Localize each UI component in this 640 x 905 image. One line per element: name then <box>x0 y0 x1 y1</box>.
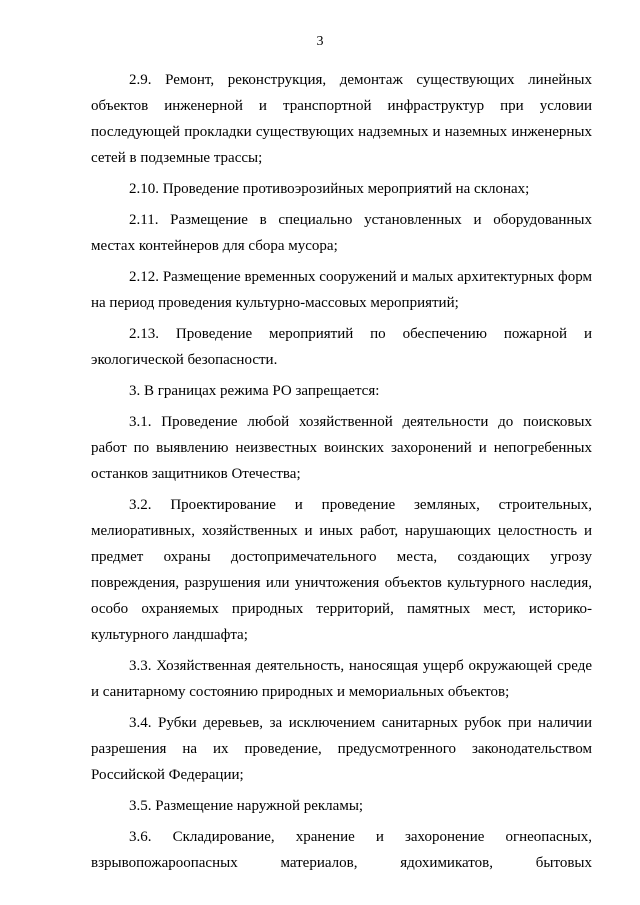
paragraph-3-1: 3.1. Проведение любой хозяйственной деятельности до поисковых работ по выявлению неизвестных воинских захоронений и непогребенных останков защитников Отечества; <box>91 414 592 482</box>
document-body <box>91 67 592 876</box>
paragraph-2-9: 2.9. Ремонт, реконструкция, демонтаж существующих линейных объектов инженерной и транспортной инфраструктур при условии последующей прокладки существующих надземных и наземных инженерных сетей в подземные трассы; <box>91 72 592 166</box>
paragraph-3-6: 3.6. Складирование, хранение и захоронение огнеопасных, взрывопожароопасных материалов, ядохимикатов, бытовых <box>91 829 592 871</box>
paragraph-2-12: 2.12. Размещение временных сооружений и малых архитектурных форм на период проведения культурно-массовых мероприятий; <box>91 269 592 311</box>
paragraph-3-3: 3.3. Хозяйственная деятельность, наносящая ущерб окружающей среде и санитарному состоянию природных и мемориальных объектов; <box>91 658 592 700</box>
paragraph-3: 3. В границах режима РО запрещается: <box>129 383 380 399</box>
page-number: 3 <box>316 34 324 49</box>
paragraph-2-11: 2.11. Размещение в специально установленных и оборудованных местах контейнеров для сбора мусора; <box>91 212 592 254</box>
paragraph-3-4: 3.4. Рубки деревьев, за исключением санитарных рубок при наличии разрешения на их проведение, предусмотренного законодательством Российской Федерации; <box>91 715 592 783</box>
paragraph-3-2: 3.2. Проектирование и проведение земляных, строительных, мелиоративных, хозяйственных и иных работ, нарушающих целостность и предмет охраны достопримечательного места, создающих угрозу повреждения, разрушения или уничтожения объектов культурного наследия, особо охраняемых природных территорий, памятных мест, историко-культурного ландшафта; <box>91 497 592 643</box>
paragraph-3-5: 3.5. Размещение наружной рекламы; <box>129 798 364 814</box>
paragraph-2-13: 2.13. Проведение мероприятий по обеспечению пожарной и экологической безопасности. <box>91 326 592 368</box>
paragraph-2-10: 2.10. Проведение противоэрозийных мероприятий на склонах; <box>129 181 530 197</box>
